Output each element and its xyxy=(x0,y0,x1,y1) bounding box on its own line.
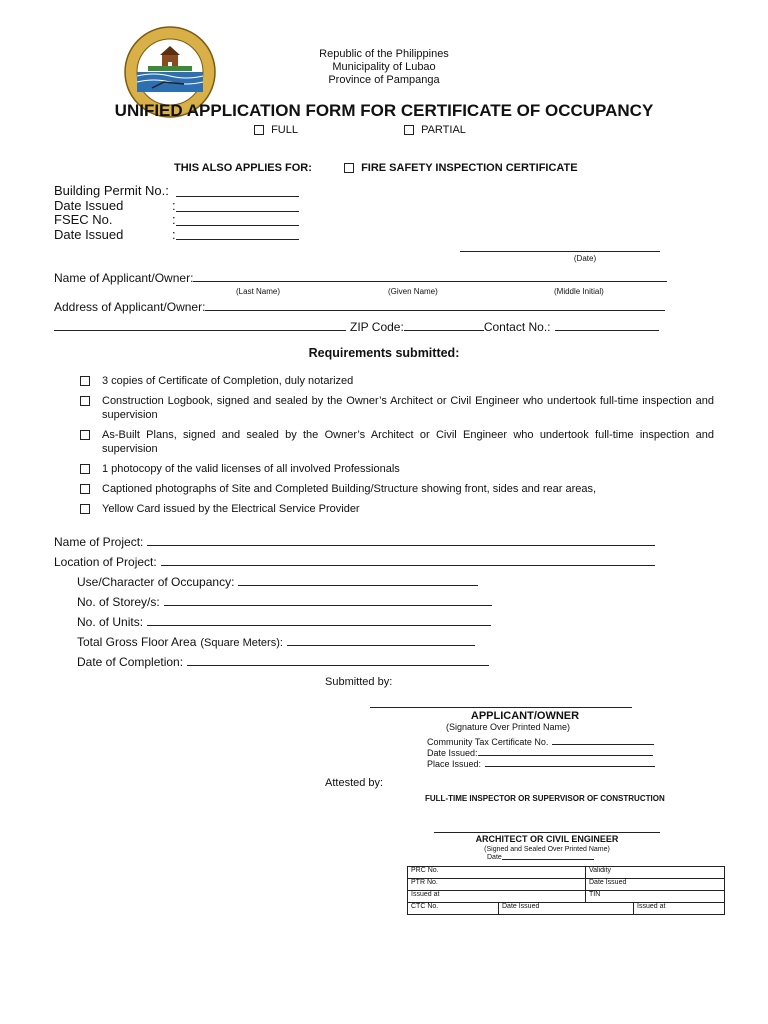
requirement-text-5: Captioned photographs of Site and Completed Building/Structure showing front, sides and rear areas, xyxy=(102,483,597,495)
requirement-checkbox-4[interactable] xyxy=(80,464,90,474)
units-field[interactable] xyxy=(147,624,491,626)
building-permit-field[interactable] xyxy=(176,196,299,197)
fsec-field[interactable] xyxy=(176,225,299,226)
units-row xyxy=(77,615,491,629)
submitted-place-row xyxy=(427,759,655,769)
option-full[interactable] xyxy=(254,124,298,136)
requirement-text-1: 3 copies of Certificate of Completion, duly notarized xyxy=(102,375,354,387)
engineer-sig-caption: (Signed and Sealed Over Printed Name) xyxy=(484,846,610,853)
colon-2: : xyxy=(172,212,176,227)
completion-field[interactable] xyxy=(187,664,489,666)
gfa-field[interactable] xyxy=(287,644,475,646)
applicant-sig-caption: (Signature Over Printed Name) xyxy=(445,722,571,732)
occupancy-row xyxy=(77,575,478,589)
occupancy-field[interactable] xyxy=(238,584,478,586)
engineer-date-row xyxy=(487,854,594,861)
project-name-field[interactable] xyxy=(147,544,655,546)
last-name-caption: (Last Name) xyxy=(236,287,281,296)
header-municipality: Municipality of Lubao xyxy=(332,61,436,73)
gfa-label: Total Gross Floor Area xyxy=(77,635,197,649)
submitted-date-label: Date Issued: xyxy=(427,748,478,758)
units-label: No. of Units: xyxy=(77,615,144,629)
date-issued-label-2: Date Issued xyxy=(54,226,124,242)
gfa-row xyxy=(77,635,475,649)
ptr-date-cell[interactable]: Date Issued xyxy=(586,879,725,891)
contact-label: Contact No.: xyxy=(483,320,551,334)
applicant-name-field[interactable] xyxy=(193,280,667,282)
full-label: FULL xyxy=(271,124,298,136)
requirement-checkbox-6[interactable] xyxy=(80,504,90,514)
storeys-label: No. of Storey/s: xyxy=(77,595,160,609)
table-row xyxy=(408,891,725,903)
professional-info-table xyxy=(407,866,725,915)
date-issued-label-1: Date Issued xyxy=(54,197,124,213)
completion-row xyxy=(77,655,489,669)
applicant-name-label: Name of Applicant/Owner: xyxy=(54,271,194,285)
issued-at-cell[interactable]: Issued at xyxy=(408,891,586,903)
requirement-checkbox-1[interactable] xyxy=(80,376,90,386)
gfa-unit: (Square Meters): xyxy=(200,637,283,649)
requirement-text-3: As-Built Plans, signed and sealed by the Owner’s Architect or Civil Engineer who undertook full-time inspection and supervision xyxy=(102,429,714,455)
colon-3: : xyxy=(172,226,176,242)
requirement-checkbox-2[interactable] xyxy=(80,396,90,406)
partial-label: PARTIAL xyxy=(421,124,466,136)
engineer-date-label: Date xyxy=(487,854,502,861)
ctc-issued-at-cell[interactable]: Issued at xyxy=(634,903,725,915)
address-field-2[interactable] xyxy=(54,329,346,331)
partial-checkbox[interactable] xyxy=(404,125,414,135)
option-partial[interactable] xyxy=(404,124,466,136)
inspector-title: FULL-TIME INSPECTOR OR SUPERVISOR OF CONSTRUCTION xyxy=(425,794,665,803)
date-issued-field-2[interactable] xyxy=(176,239,299,240)
building-permit-label: Building Permit No.: xyxy=(54,183,169,198)
engineer-signature-field[interactable] xyxy=(434,832,660,833)
validity-cell[interactable]: Validity xyxy=(586,867,725,879)
form-title: UNIFIED APPLICATION FORM FOR CERTIFICATE OF OCCUPANCY xyxy=(114,101,654,120)
permit-labels xyxy=(54,184,169,242)
ctc-field[interactable] xyxy=(552,743,654,745)
engineer-date-field[interactable] xyxy=(502,858,594,860)
prc-cell[interactable]: PRC No. xyxy=(408,867,586,879)
permit-colons xyxy=(172,184,176,242)
storeys-row xyxy=(77,595,492,609)
attested-by-label: Attested by: xyxy=(325,777,384,789)
full-checkbox[interactable] xyxy=(254,125,264,135)
ptr-cell[interactable]: PTR No. xyxy=(408,879,586,891)
address-label: Address of Applicant/Owner: xyxy=(54,300,206,314)
header-province: Province of Pampanga xyxy=(328,74,440,86)
ctc-no-cell[interactable]: CTC No. xyxy=(408,903,499,915)
requirement-checkbox-5[interactable] xyxy=(80,484,90,494)
address-field[interactable] xyxy=(205,309,665,311)
zip-contact-row xyxy=(54,320,659,334)
applicant-name-row xyxy=(54,271,667,285)
project-name-label: Name of Project: xyxy=(54,535,144,549)
zip-label: ZIP Code: xyxy=(350,320,404,334)
submitted-date-row xyxy=(427,748,653,758)
project-name-row xyxy=(54,535,655,549)
option-fsic[interactable] xyxy=(344,162,578,174)
table-row xyxy=(408,867,725,879)
storeys-field[interactable] xyxy=(164,604,492,606)
fsec-label: FSEC No. xyxy=(54,212,113,227)
applies-label: THIS ALSO APPLIES FOR: xyxy=(174,162,312,174)
table-row xyxy=(408,879,725,891)
requirement-checkbox-3[interactable] xyxy=(80,430,90,440)
given-name-caption: (Given Name) xyxy=(388,287,438,296)
middle-initial-caption: (Middle Initial) xyxy=(554,287,604,296)
contact-field[interactable] xyxy=(555,329,659,331)
date-issued-field-1[interactable] xyxy=(176,211,299,212)
applicant-role: APPLICANT/OWNER xyxy=(470,710,580,722)
requirement-text-4: 1 photocopy of the valid licenses of all involved Professionals xyxy=(102,463,400,475)
project-location-label: Location of Project: xyxy=(54,555,157,569)
submitted-place-field[interactable] xyxy=(485,765,655,767)
tin-cell[interactable]: TIN xyxy=(586,891,725,903)
date-caption: (Date) xyxy=(573,254,597,263)
header-country: Republic of the Philippines xyxy=(319,48,449,60)
header-block xyxy=(284,48,484,87)
address-row xyxy=(54,300,665,314)
requirement-text-6: Yellow Card issued by the Electrical Service Provider xyxy=(102,503,360,515)
requirement-text-2: Construction Logbook, signed and sealed by the Owner’s Architect or Civil Engineer who undertook full-time inspection and supervision xyxy=(102,395,714,421)
fsic-checkbox[interactable] xyxy=(344,163,354,173)
table-row xyxy=(408,903,725,915)
project-location-row xyxy=(54,555,655,569)
submitted-by-label: Submitted by: xyxy=(325,676,393,688)
date-field[interactable] xyxy=(460,251,660,252)
ctc-date-cell[interactable]: Date Issued xyxy=(499,903,634,915)
colon-1: : xyxy=(172,197,176,213)
requirements-heading: Requirements submitted: xyxy=(308,346,460,360)
submitted-place-label: Place Issued: xyxy=(427,759,482,769)
completion-label: Date of Completion: xyxy=(77,655,184,669)
ctc-label: Community Tax Certificate No. xyxy=(427,737,549,747)
submitted-date-field[interactable] xyxy=(478,754,653,756)
occupancy-label: Use/Character of Occupancy: xyxy=(77,575,235,589)
fsic-label: FIRE SAFETY INSPECTION CERTIFICATE xyxy=(361,162,578,174)
zip-field[interactable] xyxy=(404,329,484,331)
ctc-row xyxy=(427,737,654,747)
engineer-role: ARCHITECT OR CIVIL ENGINEER xyxy=(475,834,619,844)
applicant-signature-field[interactable] xyxy=(370,707,632,708)
project-location-field[interactable] xyxy=(161,564,655,566)
